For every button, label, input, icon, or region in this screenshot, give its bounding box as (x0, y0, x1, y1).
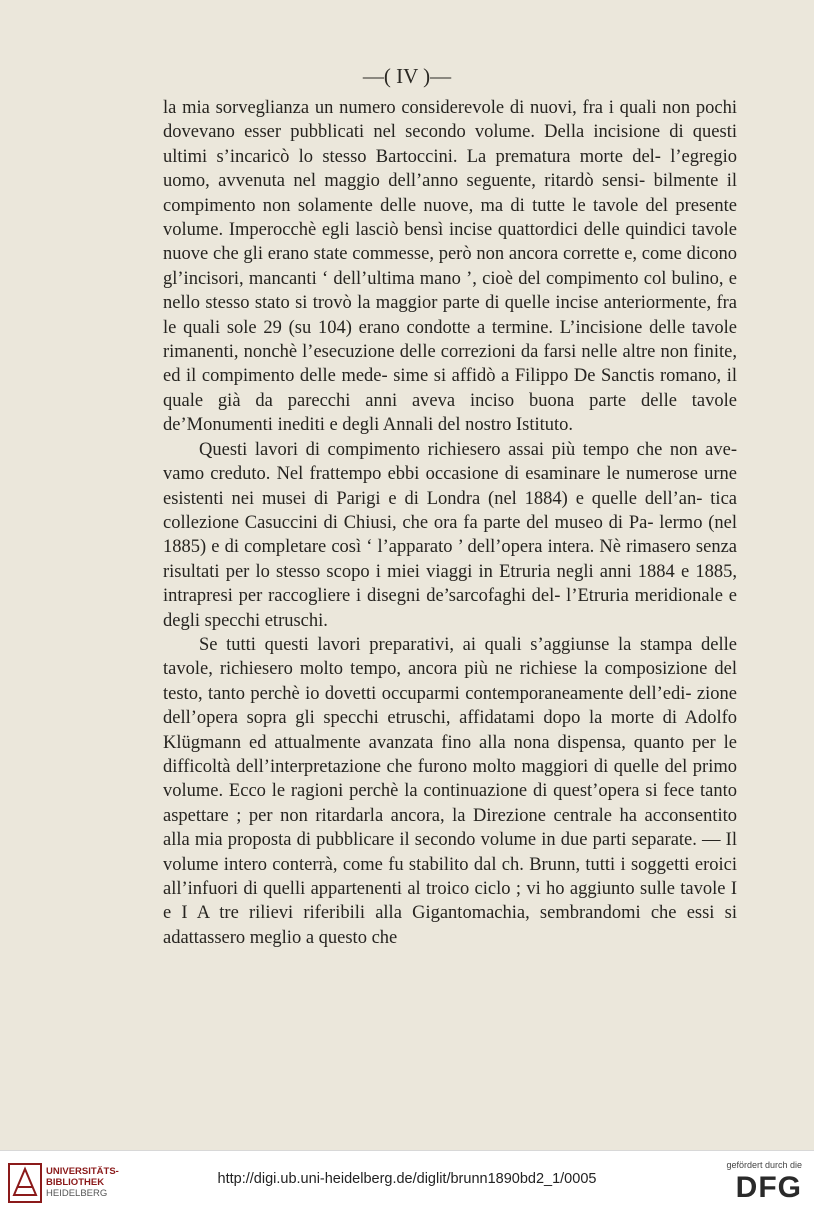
page-number: —( IV )— (362, 64, 452, 88)
permalink-url[interactable]: http://digi.ub.uni-heidelberg.de/diglit/brunn1890bd2_1/0005 (217, 1171, 597, 1187)
viewer-footer (0, 1150, 814, 1211)
library-name-line1: UNIVERSITÄTS- (46, 1166, 119, 1177)
paragraph-1: la mia sorveglianza un numero considerevole di nuovi, fra i quali non pochi dovevano esser pubblicati nel secondo volume. Della incisione di questi ultimi s’incaricò lo stesso Bartoccini. La prematura morte del- l’egregio uomo, avvenuta nel maggio dell’anno seguente, ritardò sensi- bilmente il compimento non solamente delle nuove, ma di tutte le tavole del presente volume. Imperocchè egli lasciò bensì incise quattordici delle quindici tavole nuove che gli erano state commesse, però non ancora corrette e, come dicono gl’incisori, mancanti ‘ dell’ultima mano ’, cioè del compimento col bulino, e nello stesso stato si trovò la maggior parte di quelle incise anteriormente, fra le quali sole 29 (su 104) erano condotte a termine. L’incisione delle tavole rimanenti, nonchè l’esecuzione delle correzioni da farsi nelle altre non finite, ed il compimento delle mede- sime si affidò a Filippo De Sanctis romano, il quale già da parecchi anni aveva inciso buona parte delle tavole de’Monumenti inediti e degli Annali del nostro Istituto. (163, 98, 737, 436)
library-name-line3: HEIDELBERG (46, 1188, 108, 1199)
body-text (163, 96, 737, 950)
funding-note: gefördert durch die (726, 1160, 802, 1170)
paragraph-2: Questi lavori di compimento richiesero assai più tempo che non ave- vamo creduto. Nel frattempo ebbi occasione di esaminare le numerose urne esistenti nei musei di Parigi e di Londra (nel 1884) e quelle dell’an- tica collezione Casuccini di Chiusi, che ora fa parte del museo di Pa- lermo (nel 1885) e di completare così ‘ l’apparato ’ dell’opera intera. Nè rimasero senza risultati per lo stesso scopo i miei viaggi in Etruria negli anni 1884 e 1885, intrapresi per raccogliere i disegni de’sarcofaghi del- l’Etruria meridionale e degli specchi etruschi. (163, 439, 737, 631)
dfg-logo[interactable]: DFG (735, 1171, 802, 1204)
paragraph-3: Se tutti questi lavori preparativi, ai quali s’aggiunse la stampa delle tavole, richiesero molto tempo, ancora più ne richiese la composizione del testo, tanto perchè io dovetti occuparmi contemporaneamente dell’edi- zione dell’opera sopra gli specchi etruschi, affidatami dopo la morte di Adolfo Klügmann ed attualmente avanzata fino alla nona dispensa, quanto per le difficoltà dell’interpretazione che furono molto maggiori di quelle del primo volume. Ecco le ragioni perchè la continuazione di quest’opera si fece tanto aspettare ; per non ritardarla ancora, la Direzione centrale ha acconsentito alla mia proposta di pubblicare il secondo volume in due parti separate. — Il volume intero conterrà, come fu stabilito dal ch. Brunn, tutti i soggetti eroici all’infuori di quelli appartenenti al troico ciclo ; vi ho aggiunto sulle tavole I e I A tre rilievi riferibili alla Gigantomachia, sembrandomi che essi si adattassero meglio a questo che (163, 634, 737, 948)
library-name-line2: BIBLIOTHEK (46, 1177, 105, 1188)
